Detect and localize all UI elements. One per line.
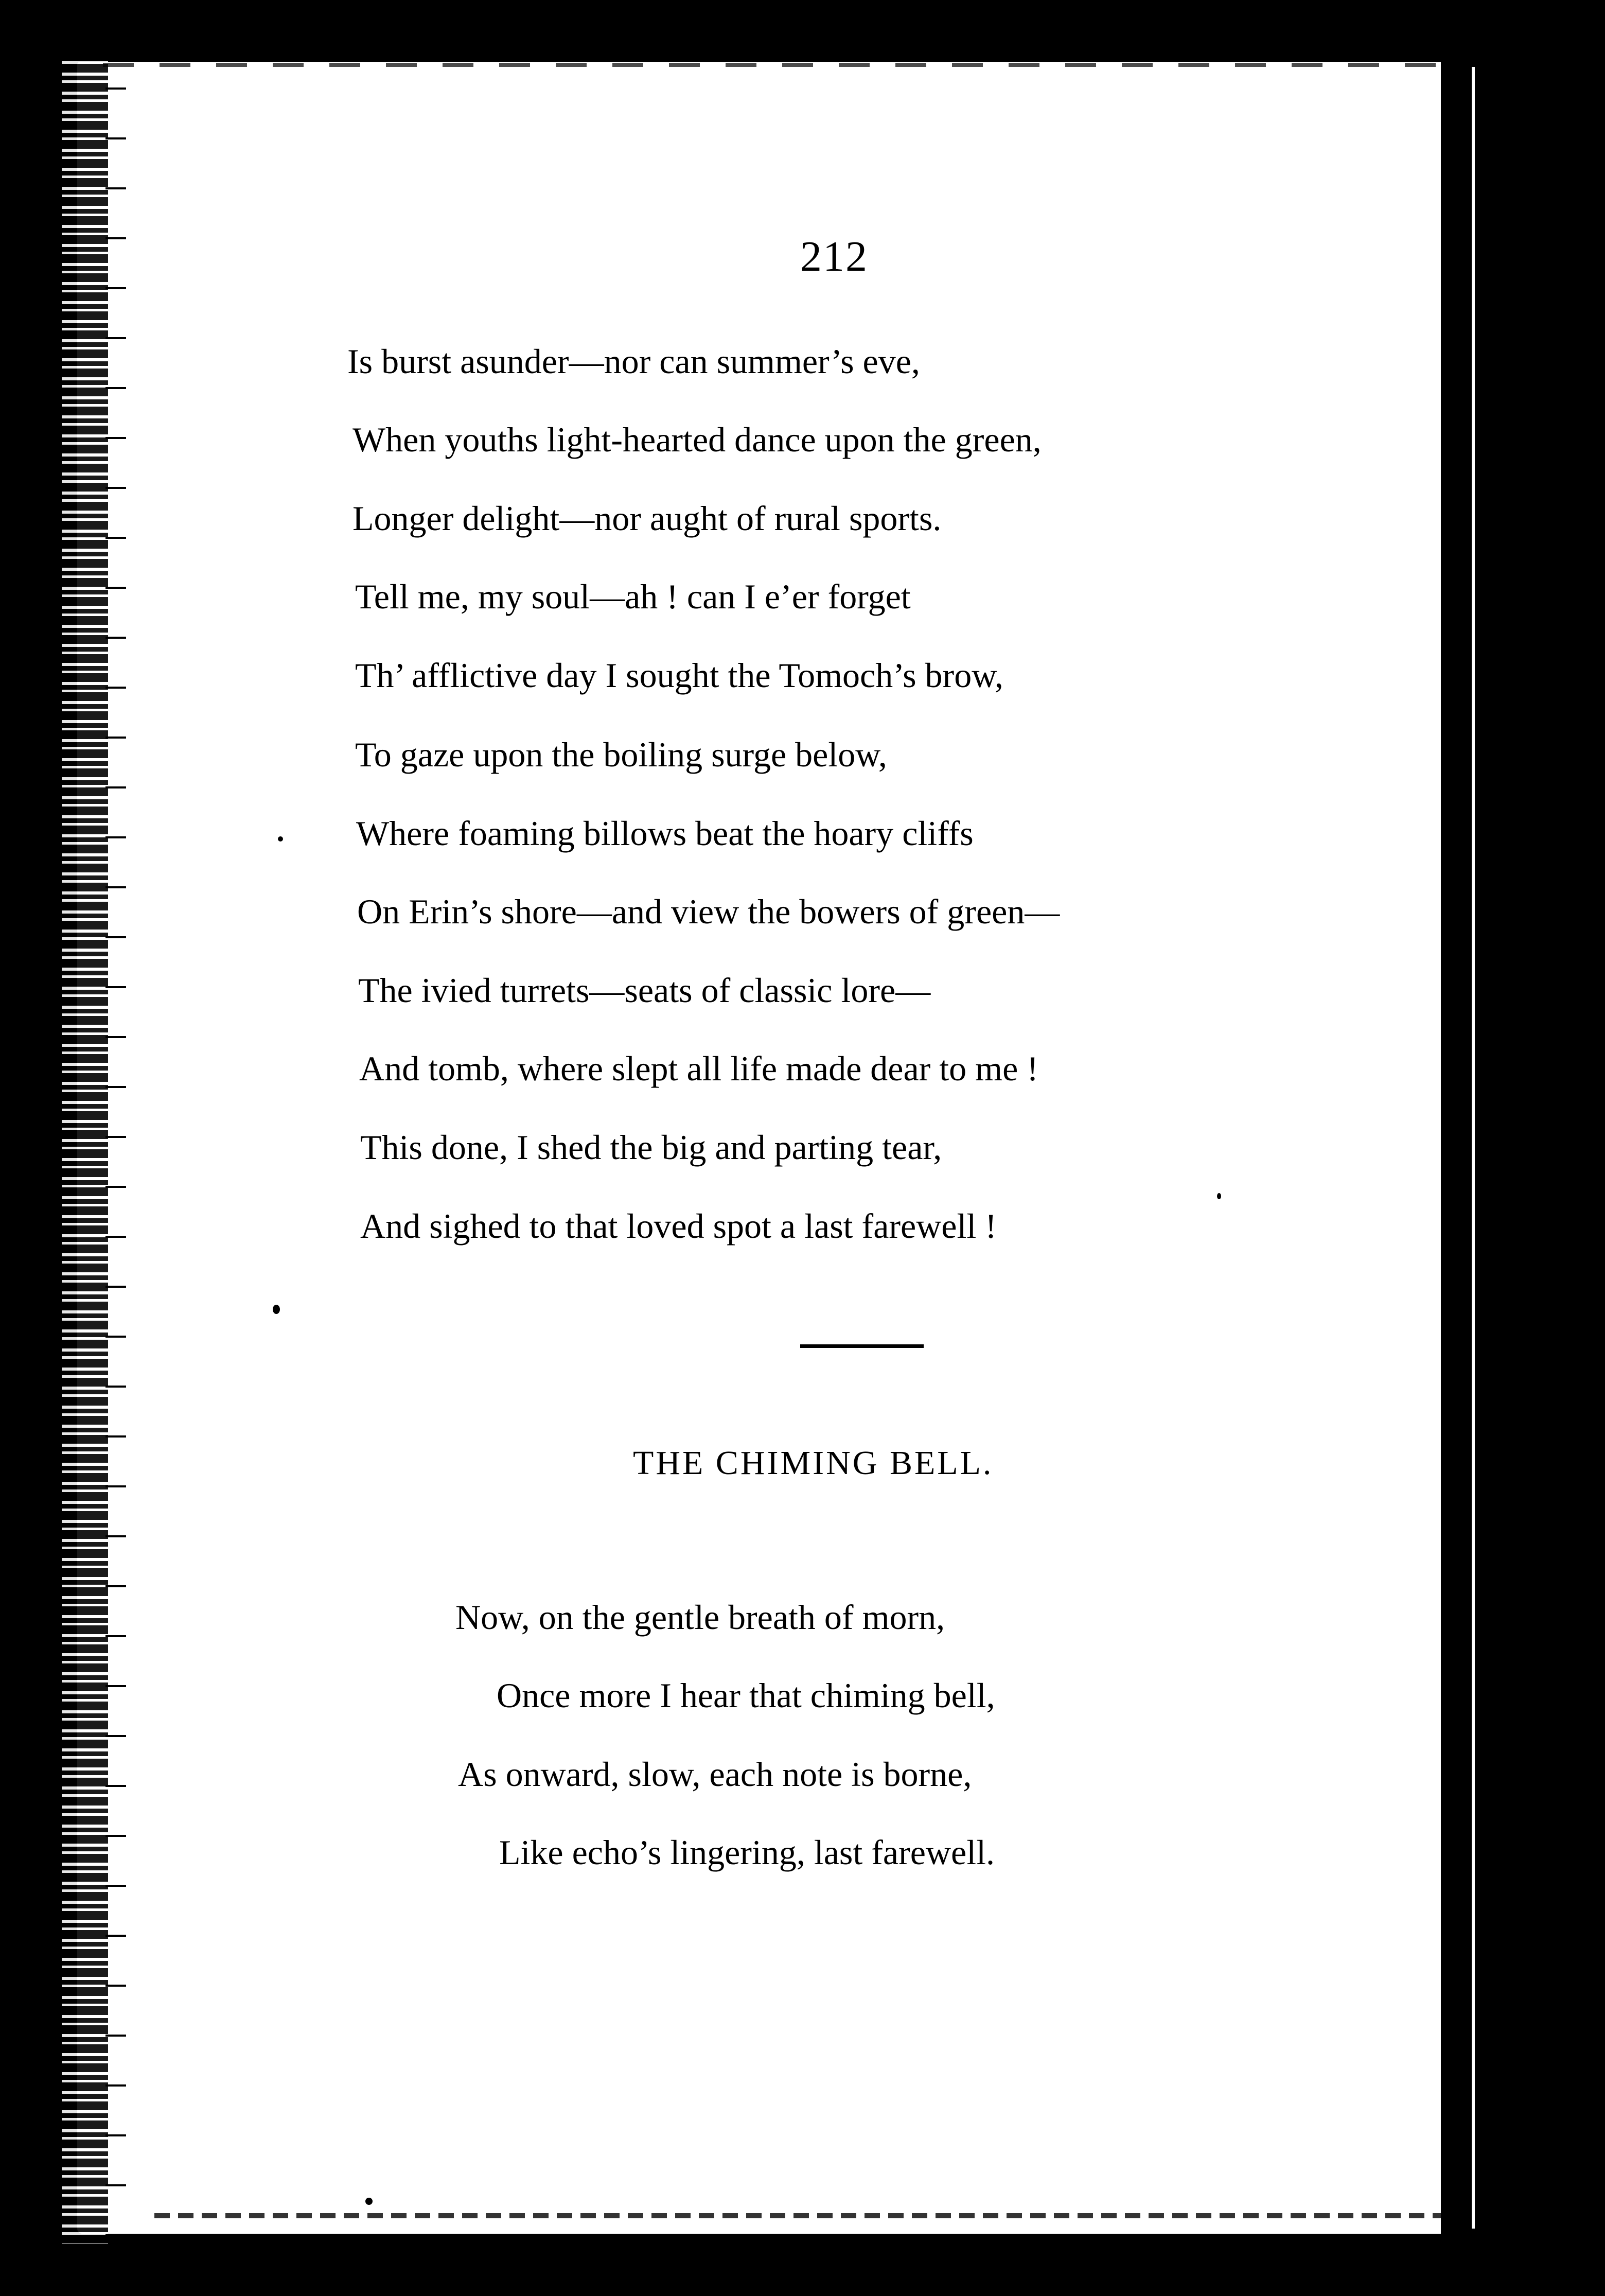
scan-speck	[278, 836, 283, 842]
verse-line: Th’ afflictive day I sought the Tomoch’s brow,	[355, 656, 1003, 695]
page-number: 212	[800, 233, 868, 281]
verse-line: And tomb, where slept all life made dear to me !	[359, 1049, 1038, 1088]
stanza-line: As onward, slow, each note is borne,	[458, 1755, 972, 1794]
verse-line: To gaze upon the boiling surge below,	[355, 735, 887, 774]
verse-line: And sighed to that loved spot a last farewell !	[360, 1206, 997, 1246]
verse-line: On Erin’s shore—and view the bowers of green—	[357, 892, 1060, 931]
verse-line: The ivied turrets—seats of classic lore—	[358, 971, 931, 1010]
scan-speck	[365, 2198, 373, 2205]
verse-line: Longer delight—nor aught of rural sports.	[352, 499, 942, 538]
scan-speck	[273, 1305, 280, 1314]
verse-line: Is burst asunder—nor can summer’s eve,	[347, 342, 920, 381]
verse-line: Tell me, my soul—ah ! can I e’er forget	[355, 577, 911, 616]
verse-line: Where foaming billows beat the hoary cliffs	[356, 814, 974, 853]
scan-speck	[1217, 1193, 1221, 1199]
verse-line: This done, I shed the big and parting tear,	[360, 1128, 942, 1167]
poem-title: THE CHIMING BELL.	[633, 1444, 994, 1482]
verse-line: When youths light-hearted dance upon the green,	[352, 420, 1042, 459]
stanza-line: Now, on the gentle breath of morn,	[455, 1598, 945, 1637]
stanza-line: Once more I hear that chiming bell,	[497, 1676, 995, 1715]
stanza-line: Like echo’s lingering, last farewell.	[499, 1833, 995, 1872]
scan-speck	[1541, 1626, 1546, 1632]
